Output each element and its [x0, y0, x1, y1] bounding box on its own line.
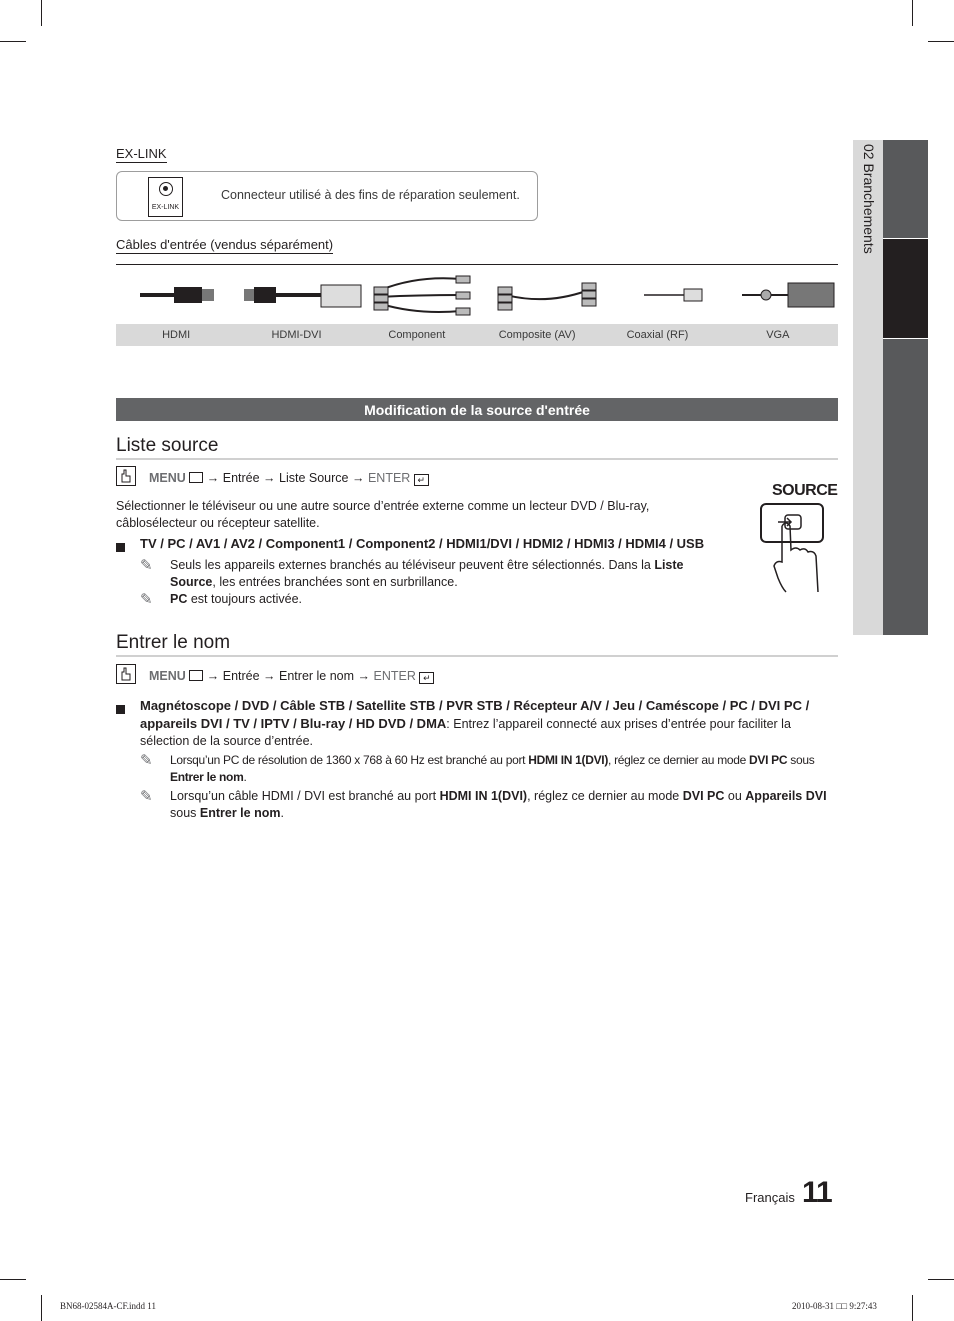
divider [116, 655, 838, 657]
cables-labels [116, 324, 838, 346]
exlink-heading: EX-LINK [116, 146, 167, 161]
menu-icon [189, 670, 203, 681]
cable-label: VGA [766, 329, 790, 341]
cable-label: Component [388, 329, 446, 341]
entrer-nom-title: Entrer le nom [116, 632, 231, 653]
component-cable-icon [374, 276, 470, 315]
cables-heading: Câbles d'entrée (vendus séparément) [116, 237, 334, 252]
exlink-box [116, 171, 538, 221]
hand-note-icon [116, 466, 136, 486]
entrer-nom-note1: Lorsqu’un PC de résolution de 1360 x 768 à 60 Hz est branché au port HDMI IN 1(DVI), réglez ce dernier au mode DVI PC sous Entrer le nom. [170, 753, 815, 784]
divider [116, 458, 838, 460]
hand-press-icon [758, 502, 830, 594]
crop-mark [41, 0, 42, 26]
side-tab [853, 140, 883, 635]
bullet-icon [116, 539, 125, 557]
section-title: Modification de la source d'entrée [116, 398, 838, 421]
liste-source-options: TV / PC / AV1 / AV2 / Component1 / Component2 / HDMI1/DVI / HDMI2 / HDMI3 / HDMI4 / USB [140, 536, 705, 551]
bullet-icon [116, 701, 125, 719]
menu-icon [189, 472, 203, 483]
exlink-port-icon: EX-LINK [148, 177, 183, 217]
composite-cable-icon [498, 283, 596, 310]
crop-mark [0, 41, 26, 42]
entrer-nom-menu-path: MENU → Entrée → Entrer le nom → ENTER ↵ [149, 668, 434, 685]
exlink-description: Connecteur utilisé à des fins de réparation seulement. [221, 188, 520, 202]
tab-block [883, 140, 928, 238]
tab-block-active [883, 239, 928, 338]
crop-mark [928, 1279, 954, 1280]
crop-mark [912, 1295, 913, 1321]
enter-icon: ↵ [414, 474, 429, 486]
crop-mark [928, 41, 954, 42]
liste-source-note2: PC est toujours activée. [170, 592, 303, 606]
cable-label: Composite (AV) [498, 329, 576, 341]
hdmi-dvi-cable-icon [244, 285, 361, 307]
crop-mark [41, 1295, 42, 1321]
hand-note-icon [116, 664, 136, 684]
liste-source-menu-path: MENU → Entrée → Liste Source → ENTER ↵ [149, 470, 429, 487]
source-button-illustration [758, 482, 838, 594]
entrer-nom-bullet: Magnétoscope / DVD / Câble STB / Satellite STB / PVR STB / Récepteur A/V / Jeu / Caméscope / PC / DVI PC / appareils DVI / TV / IPTV / Blu-ray / HD DVD / DMA: Entrez l’appareil connecté aux prises d’entrée pour faciliter la sélection de la source d’entrée. [140, 698, 810, 748]
coaxial-cable-icon [644, 289, 702, 301]
liste-source-title: Liste source [116, 435, 219, 456]
cables-icon [116, 265, 838, 325]
cable-label: HDMI-DVI [271, 329, 322, 341]
entrer-nom-note2: Lorsqu’un câble HDMI / DVI est branché au port HDMI IN 1(DVI), réglez ce dernier au mode DVI PC ou Appareils DVI sous Entrer le nom. [170, 789, 827, 820]
pencil-note-icon: ✎ [140, 591, 153, 608]
source-button-label: SOURCE [772, 482, 838, 499]
page-number: 11 [802, 1176, 832, 1209]
footer-date: 2010-08-31 □□ 9:27:43 [792, 1301, 877, 1311]
pencil-note-icon: ✎ [140, 788, 153, 805]
footer-file: BN68-02584A-CF.indd 11 [60, 1301, 156, 1311]
hdmi-cable-icon [140, 287, 214, 303]
footer-language: Français [745, 1190, 795, 1205]
vga-cable-icon [742, 283, 834, 307]
liste-source-note1: Seuls les appareils externes branchés au téléviseur peuvent être sélectionnés. Dans la Liste Source, les entrées branchées sont en surbrillance. [170, 558, 684, 589]
enter-icon: ↵ [419, 672, 434, 684]
crop-mark [912, 0, 913, 26]
pencil-note-icon: ✎ [140, 752, 153, 769]
side-tab-label: 02 Branchements [861, 144, 877, 254]
liste-source-intro: Sélectionner le téléviseur ou une autre source d’entrée externe comme un lecteur DVD / Blu-ray, câblosélecteur ou récepteur satellite. [116, 499, 650, 530]
cable-label: HDMI [162, 329, 191, 341]
pencil-note-icon: ✎ [140, 557, 153, 574]
tab-block [883, 339, 928, 635]
cable-label: Coaxial (RF) [626, 329, 689, 341]
crop-mark [0, 1279, 26, 1280]
